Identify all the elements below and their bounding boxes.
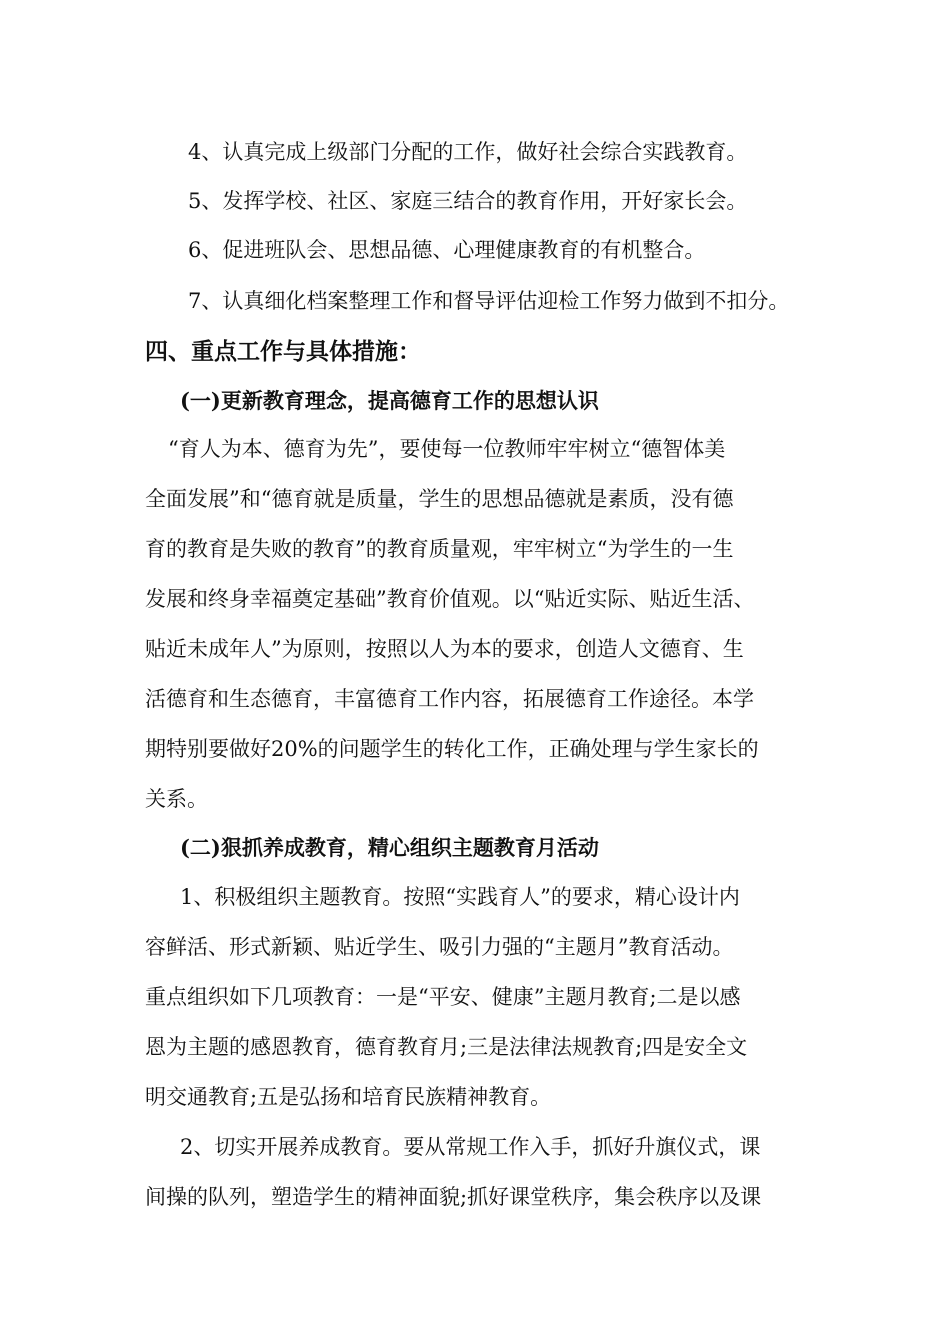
paragraph-line: 明交通教育;五是弘扬和培育民族精神教育。	[145, 1085, 552, 1109]
paragraph-line: 关系。	[145, 787, 208, 811]
paragraph-line: 发展和终身幸福奠定基础”教育价值观。以“贴近实际、贴近生活、	[145, 587, 755, 611]
paragraph-line: 活德育和生态德育，丰富德育工作内容，拓展德育工作途径。本学	[145, 687, 754, 711]
paragraph-line: 恩为主题的感恩教育，德育教育月;三是法律法规教育;四是安全文	[145, 1035, 748, 1059]
list-item-6: 6、促进班队会、思想品德、心理健康教育的有机整合。	[188, 238, 706, 262]
paragraph-line: 2、切实开展养成教育。要从常规工作入手，抓好升旗仪式，课	[180, 1135, 761, 1159]
paragraph-line: 期特别要做好20%的问题学生的转化工作，正确处理与学生家长的	[145, 737, 759, 761]
paragraph-line: 1、积极组织主题教育。按照“实践育人”的要求，精心设计内	[180, 885, 740, 909]
paragraph-line: 间操的队列，塑造学生的精神面貌;抓好课堂秩序，集会秩序以及课	[145, 1185, 762, 1209]
paragraph-line: 育的教育是失败的教育”的教育质量观，牢牢树立“为学生的一生	[145, 537, 734, 561]
paragraph-line: 全面发展”和“德育就是质量，学生的思想品德就是素质，没有德	[145, 487, 734, 511]
paragraph-line: “育人为本、德育为先”，要使每一位教师牢牢树立“德智体美	[168, 437, 726, 461]
subsection-2-title: (二)狠抓养成教育，精心组织主题教育月活动	[180, 835, 599, 860]
paragraph-line: 容鲜活、形式新颖、贴近学生、吸引力强的“主题月”教育活动。	[145, 935, 734, 959]
section-heading: 四、重点工作与具体措施：	[145, 338, 421, 365]
list-item-7: 7、认真细化档案整理工作和督导评估迎检工作努力做到不扣分。	[188, 289, 790, 313]
list-item-4: 4、认真完成上级部门分配的工作，做好社会综合实践教育。	[188, 140, 748, 164]
subsection-1-title: (一)更新教育理念，提高德育工作的思想认识	[180, 388, 599, 413]
list-item-5: 5、发挥学校、社区、家庭三结合的教育作用，开好家长会。	[188, 189, 748, 213]
paragraph-line: 重点组织如下几项教育：一是“平安、健康”主题月教育;二是以感	[145, 985, 741, 1009]
paragraph-line: 贴近未成年人”为原则，按照以人为本的要求，创造人文德育、生	[145, 637, 744, 661]
